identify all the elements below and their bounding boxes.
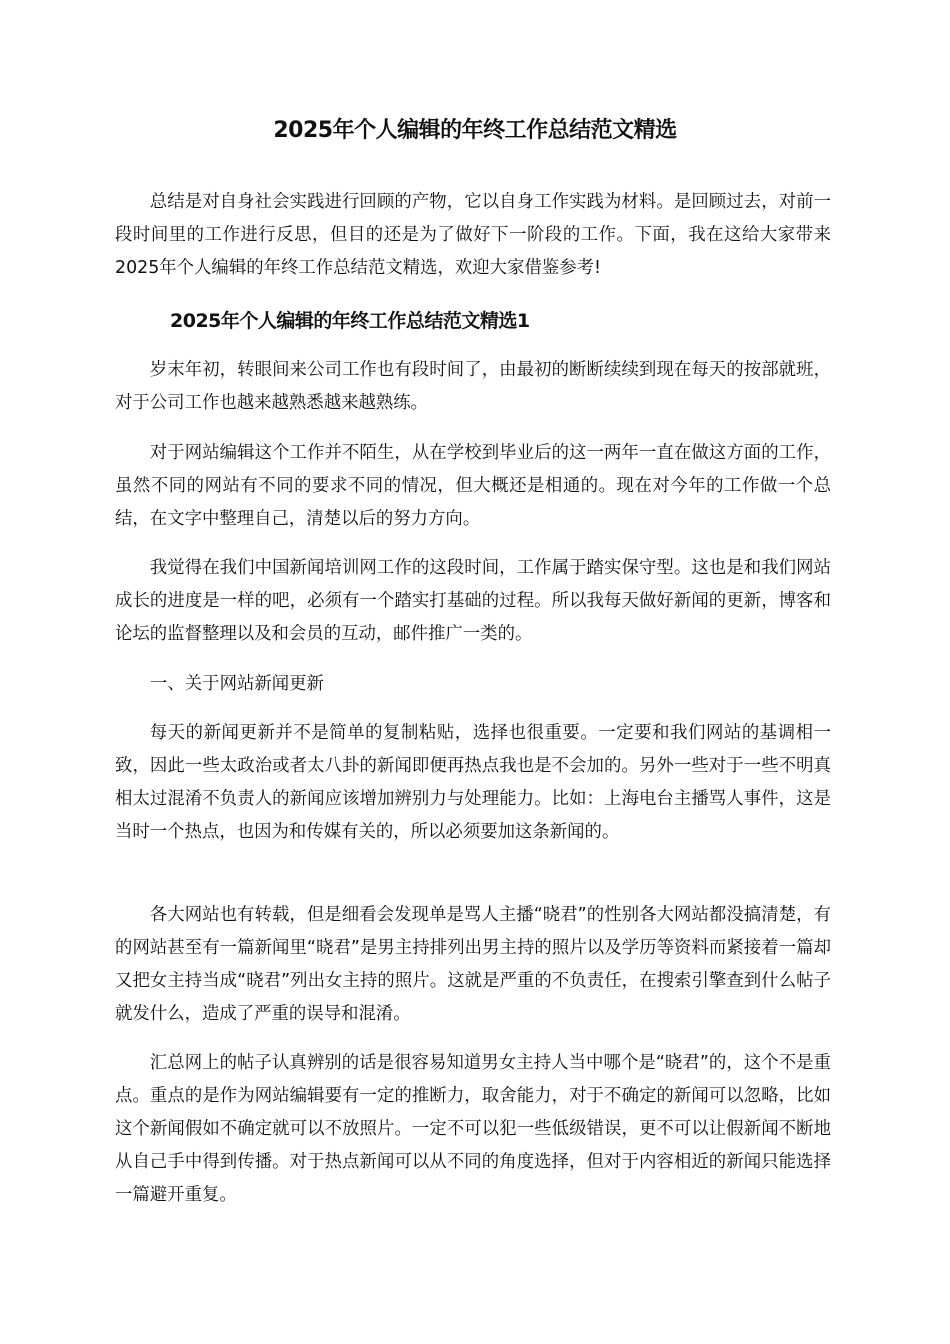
body-paragraph: 对于网站编辑这个工作并不陌生，从在学校到毕业后的这一两年一直在做这方面的工作，虽然不同的网站有不同的要求不同的情况，但大概还是相通的。现在对今年的工作做一个总结，在文字中整理自己，清楚以后的努力方向。: [115, 443, 831, 529]
body-paragraph: 岁末年初，转眼间来公司工作也有段时间了，由最初的断断续续到现在每天的按部就班，对于公司工作也越来越熟悉越来越熟练。: [115, 360, 831, 413]
body-paragraph: 汇总网上的帖子认真辨别的话是很容易知道男女主持人当中哪个是“晓君”的，这个不是重点。重点的是作为网站编辑要有一定的推断力，取舍能力，对于不确定的新闻可以忽略，比如这个新闻假如不确定就可以不放照片。一定不可以犯一些低级错误，更不可以让假新闻不断地从自己手中得到传播。对于热点新闻可以从不同的角度选择，但对于内容相近的新闻只能选择一篇避开重复。: [115, 1053, 831, 1205]
intro-paragraph: 总结是对自身社会实践进行回顾的产物，它以自身工作实践为材料。是回顾过去，对前一段时间里的工作进行反思，但目的还是为了做好下一阶段的工作。下面，我在这给大家带来2025年个人编辑的年终工作总结范文精选，欢迎大家借鉴参考!: [115, 192, 831, 278]
body-paragraph: 我觉得在我们中国新闻培训网工作的这段时间，工作属于踏实保守型。这也是和我们网站成长的进度是一样的吧，必须有一个踏实打基础的过程。所以我每天做好新闻的更新，博客和论坛的监督整理以及和会员的互动，邮件推广一类的。: [115, 558, 831, 644]
document-title: 2025年个人编辑的年终工作总结范文精选: [273, 118, 677, 143]
body-paragraph: 每天的新闻更新并不是简单的复制粘贴，选择也很重要。一定要和我们网站的基调相一致，因此一些太政治或者太八卦的新闻即便再热点我也是不会加的。另外一些对于一些不明真相太过混淆不负责人的新闻应该增加辨别力与处理能力。比如：上海电台主播骂人事件，这是当时一个热点，也因为和传媒有关的，所以必须要加这条新闻的。: [115, 723, 831, 842]
subsection-heading: 一、关于网站新闻更新: [150, 674, 324, 694]
section-title: 2025年个人编辑的年终工作总结范文精选1: [170, 310, 530, 332]
body-paragraph: 各大网站也有转载，但是细看会发现单是骂人主播“晓君”的性别各大网站都没搞清楚，有的网站甚至有一篇新闻里“晓君”是男主持排列出男主持的照片以及学历等资料而紧接着一篇却又把女主持当成“晓君”列出女主持的照片。这就是严重的不负责任，在搜索引擎查到什么帖子就发什么，造成了严重的误导和混淆。: [115, 905, 831, 1024]
